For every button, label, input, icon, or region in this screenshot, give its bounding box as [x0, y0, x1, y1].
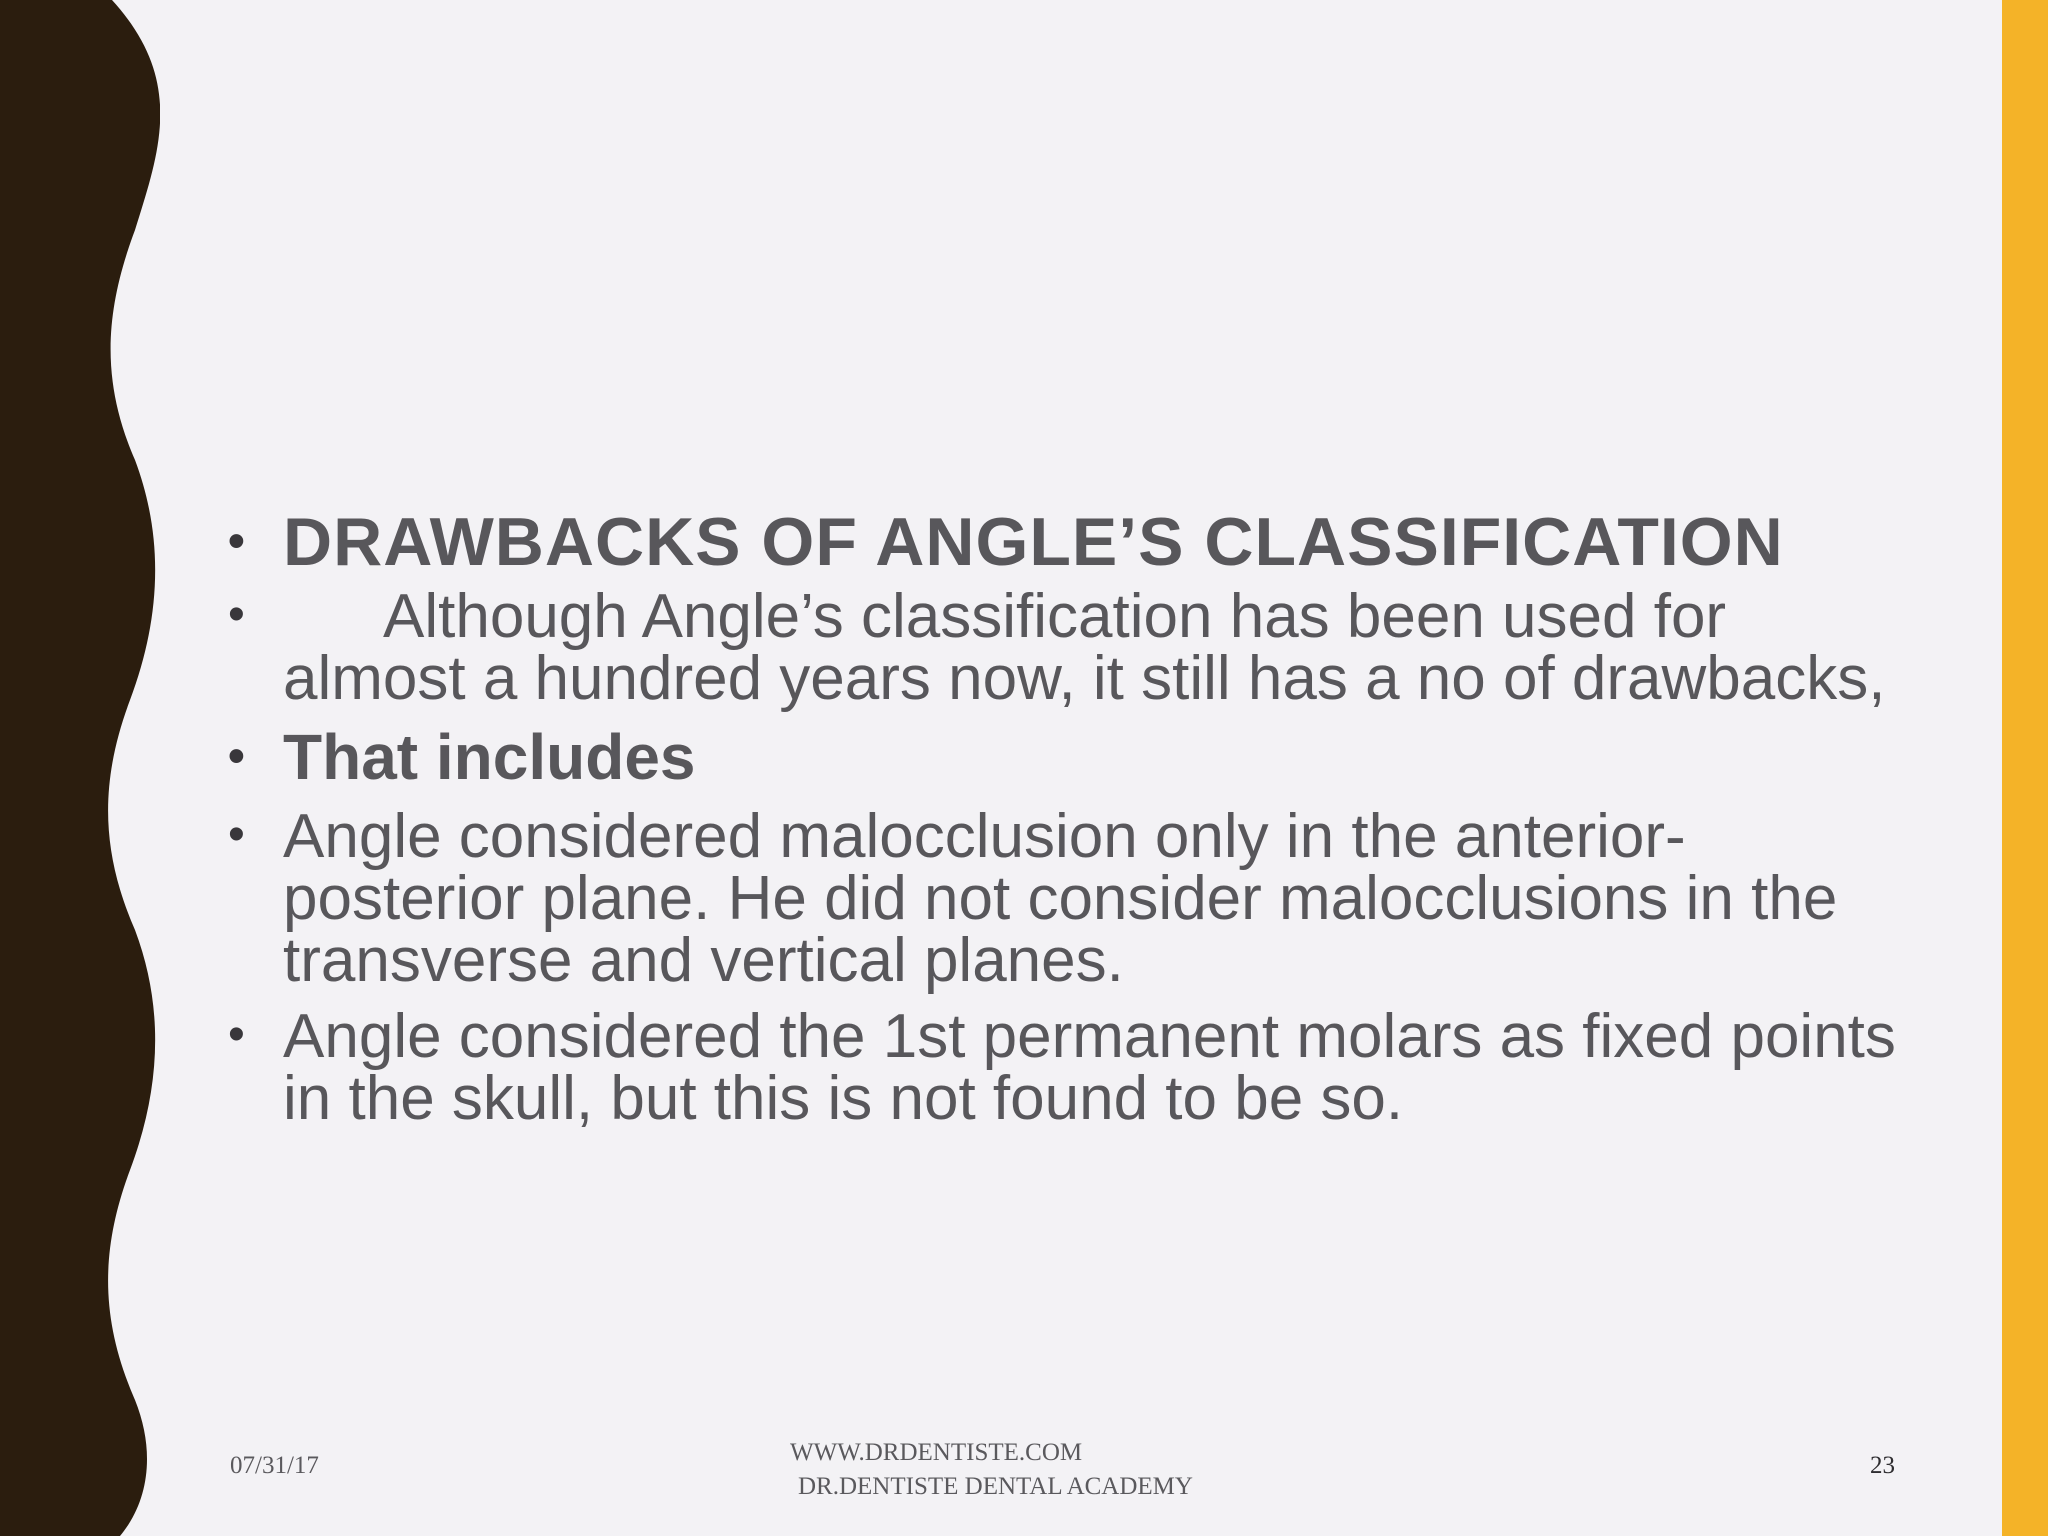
heading-text: DRAWBACKS OF ANGLE’S CLASSIFICATION [283, 504, 1784, 580]
footer-website: WWW.DRDENTISTE.COM [790, 1439, 1083, 1466]
intro-text [283, 582, 1908, 713]
intro-text-content: Although Angle’s classification has been used for almost a hundred years now, it still has a no of drawbacks, [283, 582, 1886, 713]
slide-body [228, 504, 1908, 1144]
bullet-dot: • [228, 588, 245, 641]
footer-center [790, 1436, 1270, 1504]
bullet-intro [228, 582, 1908, 713]
bullet-drawback-2 [228, 1002, 1908, 1133]
bullet-dot: • [228, 808, 245, 861]
bullet-dot: • [228, 730, 245, 783]
bullet-dot: • [228, 515, 246, 568]
bullet-dot: • [228, 1008, 245, 1061]
bullet-includes [228, 721, 1908, 793]
footer-academy: DR.DENTISTE DENTAL ACADEMY [798, 1473, 1193, 1500]
bullet-drawback-1 [228, 802, 1908, 995]
drawback-1-text: Angle considered malocclusion only in the anterior-posterior plane. He did not consider malocclusions in the transverse and vertical planes. [283, 802, 1838, 995]
includes-text: That includes [283, 721, 696, 793]
bullet-heading [228, 504, 1908, 580]
left-wave-decoration [0, 0, 160, 1536]
footer-date: 07/31/17 [230, 1452, 319, 1479]
right-accent-bar [2002, 0, 2048, 1536]
slide-number: 23 [1870, 1452, 1895, 1479]
drawback-2-text: Angle considered the 1st permanent molars as fixed points in the skull, but this is not found to be so. [283, 1002, 1896, 1133]
